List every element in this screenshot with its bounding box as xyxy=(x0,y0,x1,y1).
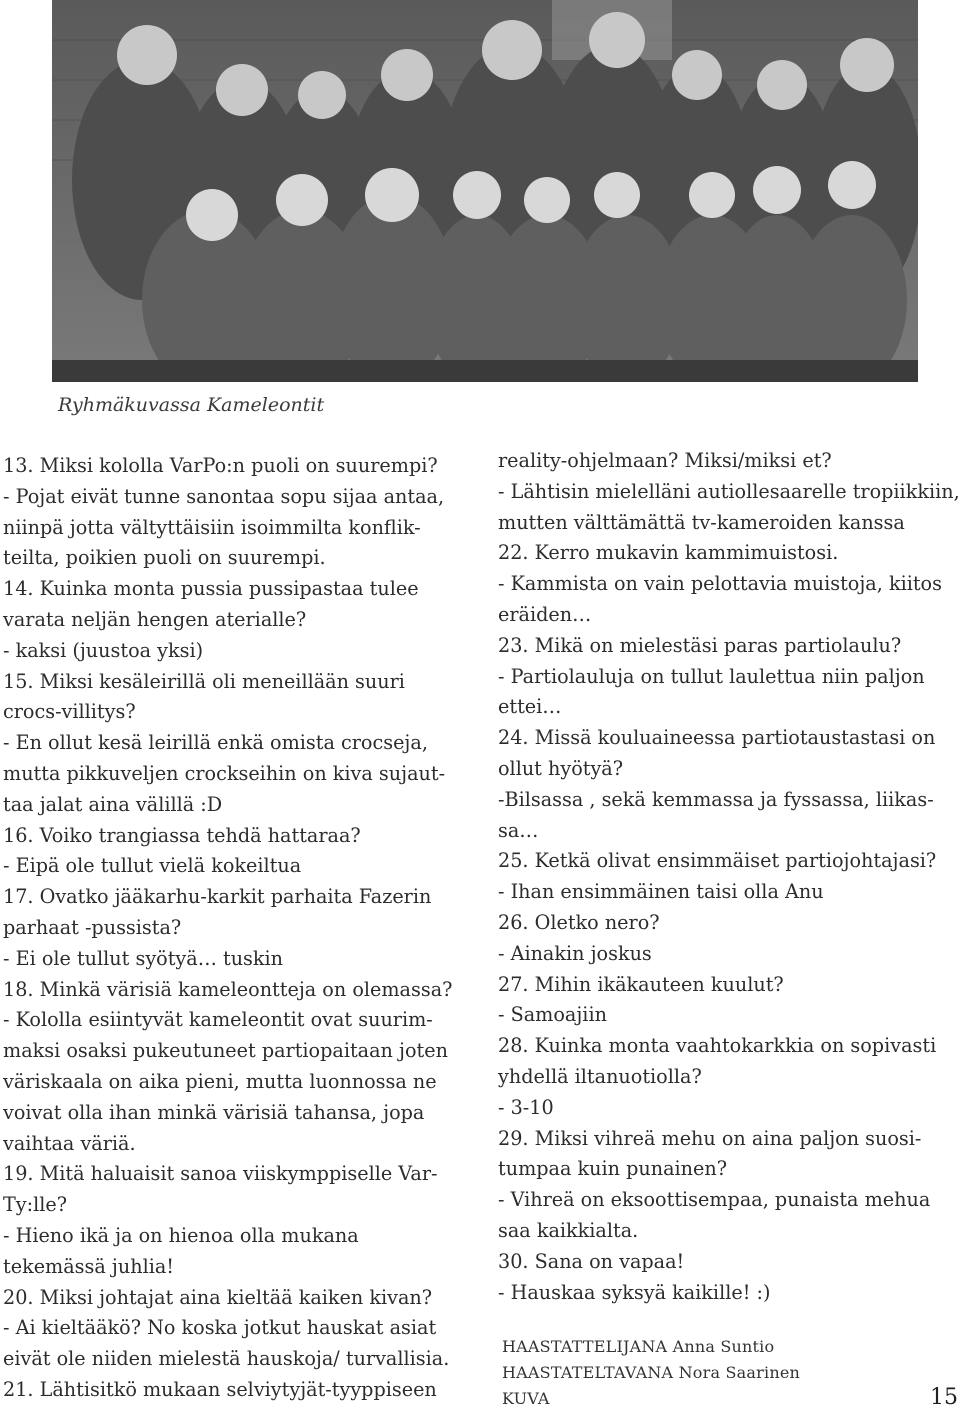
text-line: sa… xyxy=(498,818,539,842)
text-line: 15. Miksi kesäleirillä oli meneillään suuri xyxy=(3,669,405,693)
text-line: maksi osaksi pukeutuneet partiopaitaan joten xyxy=(3,1039,448,1063)
text-line: -Bilsassa , sekä kemmassa ja fyssassa, liikas- xyxy=(498,787,934,811)
text-line: - Vihreä on eksoottisempaa, punaista mehua xyxy=(498,1188,931,1212)
text-line: - Hauskaa syksyä kaikille! :) xyxy=(498,1280,771,1304)
interview-column-right xyxy=(498,446,960,1308)
text-line: - Hieno ikä ja on hienoa olla mukana xyxy=(3,1223,359,1247)
group-photo-illustration xyxy=(52,0,918,382)
text-line: - Ihan ensimmäinen taisi olla Anu xyxy=(498,880,824,904)
credit-role: KUVA xyxy=(502,1389,550,1408)
text-line: - En ollut kesä leirillä enkä omista crocseja, xyxy=(3,731,428,755)
text-line: ollut hyötyä? xyxy=(498,756,624,780)
text-line: 17. Ovatko jääkarhu-karkit parhaita Fazerin xyxy=(3,885,432,909)
credits xyxy=(502,1334,800,1412)
text-line: reality-ohjelmaan? Miksi/miksi et? xyxy=(498,449,832,472)
text-line: 16. Voiko trangiassa tehdä hattaraa? xyxy=(3,823,361,847)
credit-interviewee xyxy=(502,1360,800,1386)
text-line: parhaat -pussista? xyxy=(3,915,182,939)
text-line: väriskaala on aika pieni, mutta luonnossa ne xyxy=(3,1069,437,1093)
credit-name: Anna Suntio xyxy=(672,1337,775,1356)
text-line: - Ainakin joskus xyxy=(498,941,652,965)
text-line: - Partiolauluja on tullut laulettua niin paljon xyxy=(498,664,925,688)
credit-interviewer xyxy=(502,1334,800,1360)
text-line: 30. Sana on vapaa! xyxy=(498,1249,685,1273)
text-line: - Ei ole tullut syötyä… tuskin xyxy=(3,946,284,970)
text-line: crocs-villitys? xyxy=(3,700,136,724)
text-line: 25. Ketkä olivat ensimmäiset partiojohtajasi? xyxy=(498,849,937,873)
text-line: - kaksi (juustoa yksi) xyxy=(3,638,204,662)
text-line: eivät ole niiden mielestä hauskoja/ turvallisia. xyxy=(3,1347,450,1371)
text-line: eräiden… xyxy=(498,602,592,626)
text-line: 23. Mikä on mielestäsi paras partiolaulu? xyxy=(498,633,902,657)
text-line: 18. Minkä värisiä kameleontteja on olemassa? xyxy=(3,977,453,1001)
text-line: teilta, poikien puoli on suurempi. xyxy=(3,546,326,570)
text-line: vaihtaa väriä. xyxy=(3,1131,136,1155)
text-line: voivat olla ihan minkä värisiä tahansa, jopa xyxy=(3,1100,425,1124)
text-line: 27. Mihin ikäkauteen kuulut? xyxy=(498,972,784,996)
text-line: - Samoajiin xyxy=(498,1003,607,1027)
text-line: yhdellä iltanuotiolla? xyxy=(498,1064,702,1088)
text-line: 14. Kuinka monta pussia pussipastaa tulee xyxy=(3,577,419,601)
text-line: varata neljän hengen aterialle? xyxy=(3,607,307,631)
text-line: mutten välttämättä tv-kameroiden kanssa xyxy=(498,510,905,534)
text-line: mutta pikkuveljen crockseihin on kiva sujaut- xyxy=(3,761,446,785)
credit-role: HAASTATTELIJANA xyxy=(502,1337,668,1356)
text-line: 19. Mitä haluaisit sanoa viiskymppiselle Var- xyxy=(3,1162,438,1186)
text-line: 26. Oletko nero? xyxy=(498,910,660,934)
photo-caption: Ryhmäkuvassa Kameleontit xyxy=(58,394,325,416)
interview-column-left xyxy=(3,451,468,1406)
text-line: Ty:lle? xyxy=(3,1193,68,1217)
text-line: - Kololla esiintyvät kameleontit ovat suurim- xyxy=(3,1008,433,1032)
text-line: 22. Kerro mukavin kammimuistosi. xyxy=(498,541,839,565)
text-line: - Eipä ole tullut vielä kokeiltua xyxy=(3,854,302,878)
credit-role: HAASTATELTAVANA xyxy=(502,1363,674,1382)
credit-photo xyxy=(502,1386,800,1412)
group-photo xyxy=(52,0,918,382)
text-line: 28. Kuinka monta vaahtokarkkia on sopivasti xyxy=(498,1034,937,1058)
text-line: 20. Miksi johtajat aina kieltää kaiken kivan? xyxy=(3,1285,433,1309)
text-line: tekemässä juhlia! xyxy=(3,1254,175,1278)
text-line: - Pojat eivät tunne sanontaa sopu sijaa antaa, xyxy=(3,484,445,508)
text-line: - 3-10 xyxy=(498,1095,554,1119)
text-line: tumpaa kuin punainen? xyxy=(498,1157,728,1181)
page-number: 15 xyxy=(930,1385,958,1410)
text-line: saa kaikkialta. xyxy=(498,1218,639,1242)
text-line: 21. Lähtisitkö mukaan selviytyjät-tyyppiseen xyxy=(3,1377,437,1401)
text-line: taa jalat aina välillä :D xyxy=(3,792,223,816)
credit-name: Nora Saarinen xyxy=(678,1363,800,1382)
text-line: - Kammista on vain pelottavia muistoja, kiitos xyxy=(498,572,942,596)
text-line: 13. Miksi kololla VarPo:n puoli on suurempi? xyxy=(3,454,438,477)
text-line: ettei… xyxy=(498,695,562,719)
text-line: niinpä jotta vältyttäisiin isoimmilta konflik- xyxy=(3,515,421,539)
text-line: - Lähtisin mielelläni autiollesaarelle tropiikkiin, xyxy=(498,479,960,503)
text-line: 24. Missä kouluaineessa partiotaustastasi on xyxy=(498,726,936,750)
text-line: 29. Miksi vihreä mehu on aina paljon suosi- xyxy=(498,1126,922,1150)
text-line: - Ai kieltääkö? No koska jotkut hauskat asiat xyxy=(3,1316,437,1340)
